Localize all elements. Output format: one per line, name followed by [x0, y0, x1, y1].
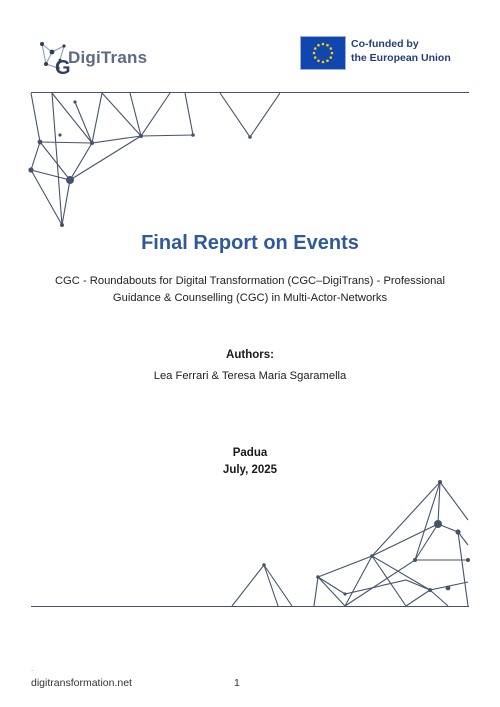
svg-text:G: G — [55, 57, 71, 78]
eu-text-line1: Co-funded by — [351, 38, 419, 50]
footer-divider — [31, 606, 469, 607]
page-number: 1 — [234, 677, 240, 689]
place: Padua — [232, 447, 268, 459]
date: July, 2025 — [222, 464, 278, 476]
authors-label: Authors: — [226, 349, 274, 361]
footer-marker: . — [31, 664, 34, 673]
report-subtitle: CGC - Roundabouts for Digital Transformation (CGC–DigiTrans) - Professional Guidance & Counselling (CGC) in Multi-Actor-Networks — [54, 275, 446, 304]
eu-text-line2: the European Union — [351, 52, 451, 64]
authors-names: Lea Ferrari & Teresa Maria Sgaramella — [153, 370, 347, 382]
report-title: Final Report on Events — [141, 232, 359, 254]
footer-website: digitransformation.net — [31, 677, 132, 689]
logo-text: DigiTrans — [68, 48, 148, 67]
